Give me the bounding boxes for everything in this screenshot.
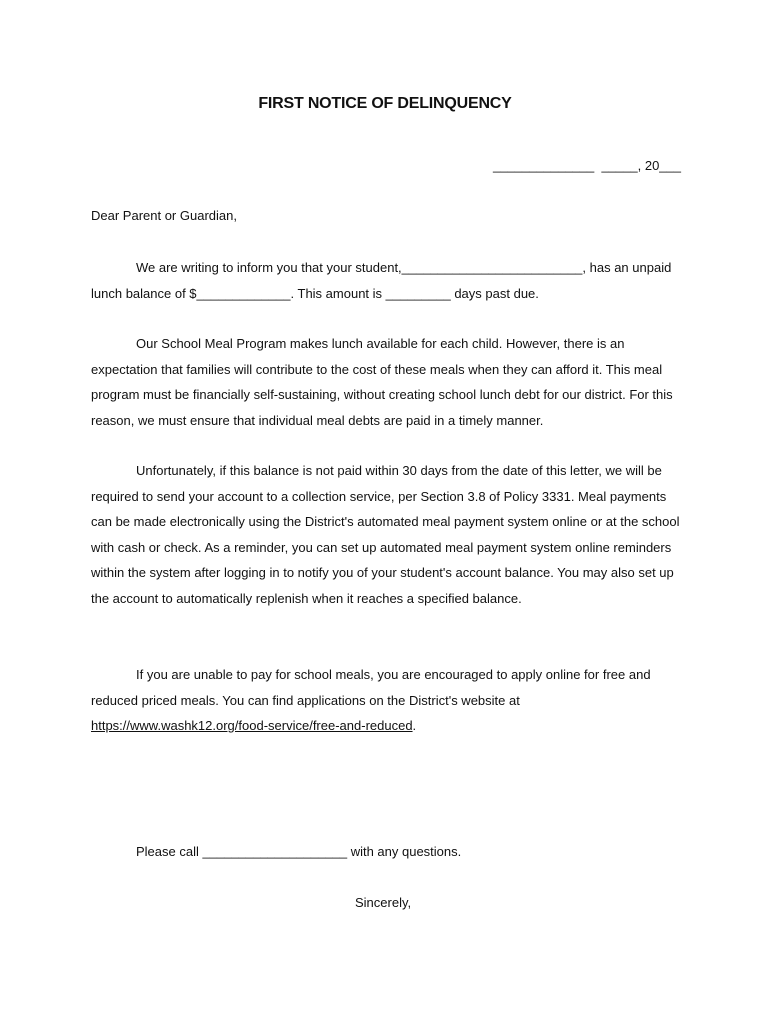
call-line: Please call ____________________ with any questions. [136, 844, 462, 859]
date-line: ______________ _____, 20___ [493, 158, 681, 173]
salutation: Dear Parent or Guardian, [91, 208, 237, 223]
paragraph-collection-notice: Unfortunately, if this balance is not paid within 30 days from the date of this letter, we will be required to send your account to a collection service, per Section 3.8 of Policy 3331. Meal payments can be made electronically using the District's automated meal payment system online or at the school with cash or check. As a reminder, you can set up automated meal payment system online reminders within the system after logging in to notify you of your student's account balance. You may also set up the account to automatically replenish when it reaches a specified balance. [91, 463, 680, 606]
paragraph-balance: We are writing to inform you that your student,_________________________, has an unpaid lunch balance of $_____________. This amount is _________ days past due. [91, 260, 672, 301]
paragraph-meal-program: Our School Meal Program makes lunch available for each child. However, there is an expectation that families will contribute to the cost of these meals when they can afford it. This meal program must be financially self-sustaining, without creating school lunch debt for our district. For this reason, we must ensure that individual meal debts are paid in a timely manner. [91, 336, 673, 428]
document-title: FIRST NOTICE OF DELINQUENCY [258, 95, 512, 112]
paragraph-free-reduced-end: . [412, 718, 417, 733]
free-reduced-link[interactable]: https://www.washk12.org/food-service/free-and-reduced [91, 718, 413, 733]
paragraph-free-reduced [91, 662, 681, 739]
paragraph-free-reduced-text: If you are unable to pay for school meals, you are encouraged to apply online for free and reduced priced meals. You can find applications on the District's website at [91, 667, 651, 708]
closing: Sincerely, [355, 895, 412, 910]
